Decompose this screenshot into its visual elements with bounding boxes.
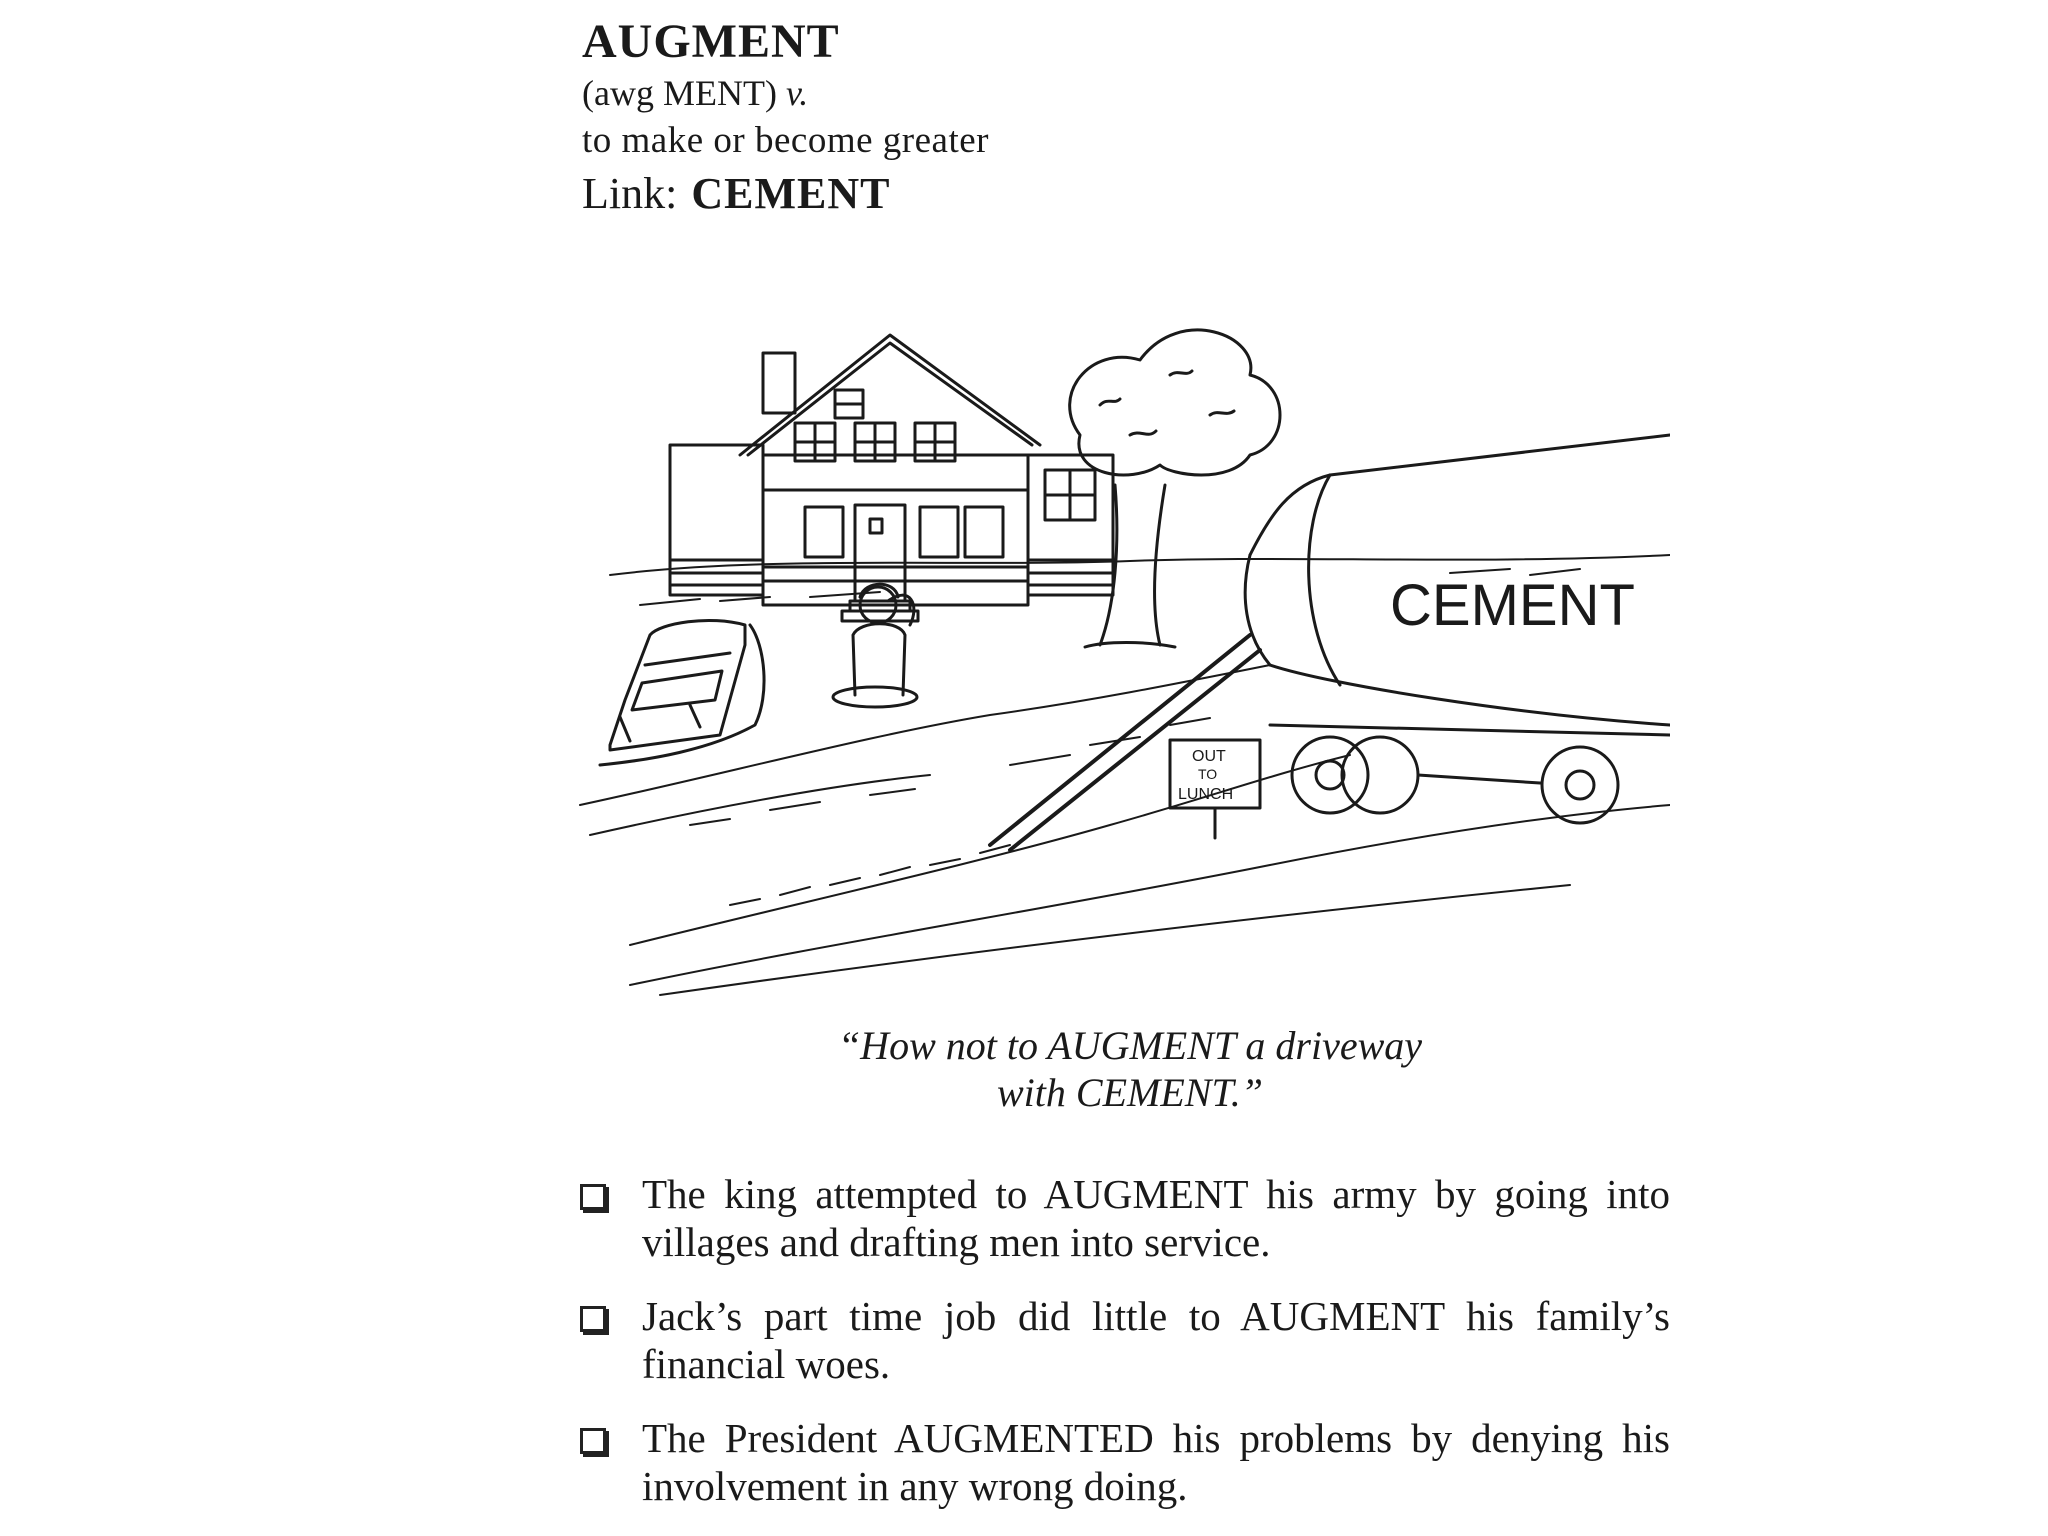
- checkbox-icon: [580, 1184, 606, 1210]
- entry-link: [582, 166, 989, 222]
- example-list: [570, 1170, 1670, 1536]
- sign-line-2: TO: [1198, 766, 1218, 782]
- cement-truck-cartoon: [570, 305, 1670, 1015]
- entry-pronunciation: [582, 70, 989, 116]
- entry-definition: to make or become greater: [582, 120, 989, 161]
- pronunciation-text: (awg MENT): [582, 73, 777, 113]
- car-drawing: [600, 620, 764, 765]
- example-text: Jack’s part time job did little to AUGMENT his family’s financial woes.: [642, 1293, 1670, 1387]
- checkbox-icon: [580, 1428, 606, 1454]
- tree-drawing: [1070, 330, 1280, 647]
- entry-word: AUGMENT: [582, 15, 840, 68]
- sign-line-3: LUNCH: [1178, 786, 1234, 803]
- example-text: The king attempted to AUGMENT his army by going into villages and drafting men into service.: [642, 1171, 1670, 1265]
- cartoon-caption: [600, 1022, 1660, 1116]
- link-word: CEMENT: [691, 169, 891, 218]
- caption-line-2: with CEMENT.”: [997, 1070, 1263, 1115]
- example-text: The President AUGMENTED his problems by denying his involvement in any wrong doing.: [642, 1415, 1670, 1509]
- cement-truck-drawing: [990, 435, 1670, 850]
- out-to-lunch-sign: [1170, 740, 1260, 838]
- checkbox-icon: [580, 1306, 606, 1332]
- truck-label: CEMENT: [1390, 573, 1635, 638]
- man-in-cement: [833, 584, 917, 707]
- house-drawing: [670, 335, 1113, 621]
- entry-header: [582, 14, 989, 222]
- example-item: [570, 1414, 1670, 1510]
- caption-line-1: “How not to AUGMENT a driveway: [837, 1023, 1423, 1068]
- sign-line-1: OUT: [1192, 748, 1226, 765]
- example-item: [570, 1170, 1670, 1266]
- part-of-speech: v.: [785, 73, 809, 113]
- link-label: Link:: [582, 169, 678, 218]
- example-item: [570, 1292, 1670, 1388]
